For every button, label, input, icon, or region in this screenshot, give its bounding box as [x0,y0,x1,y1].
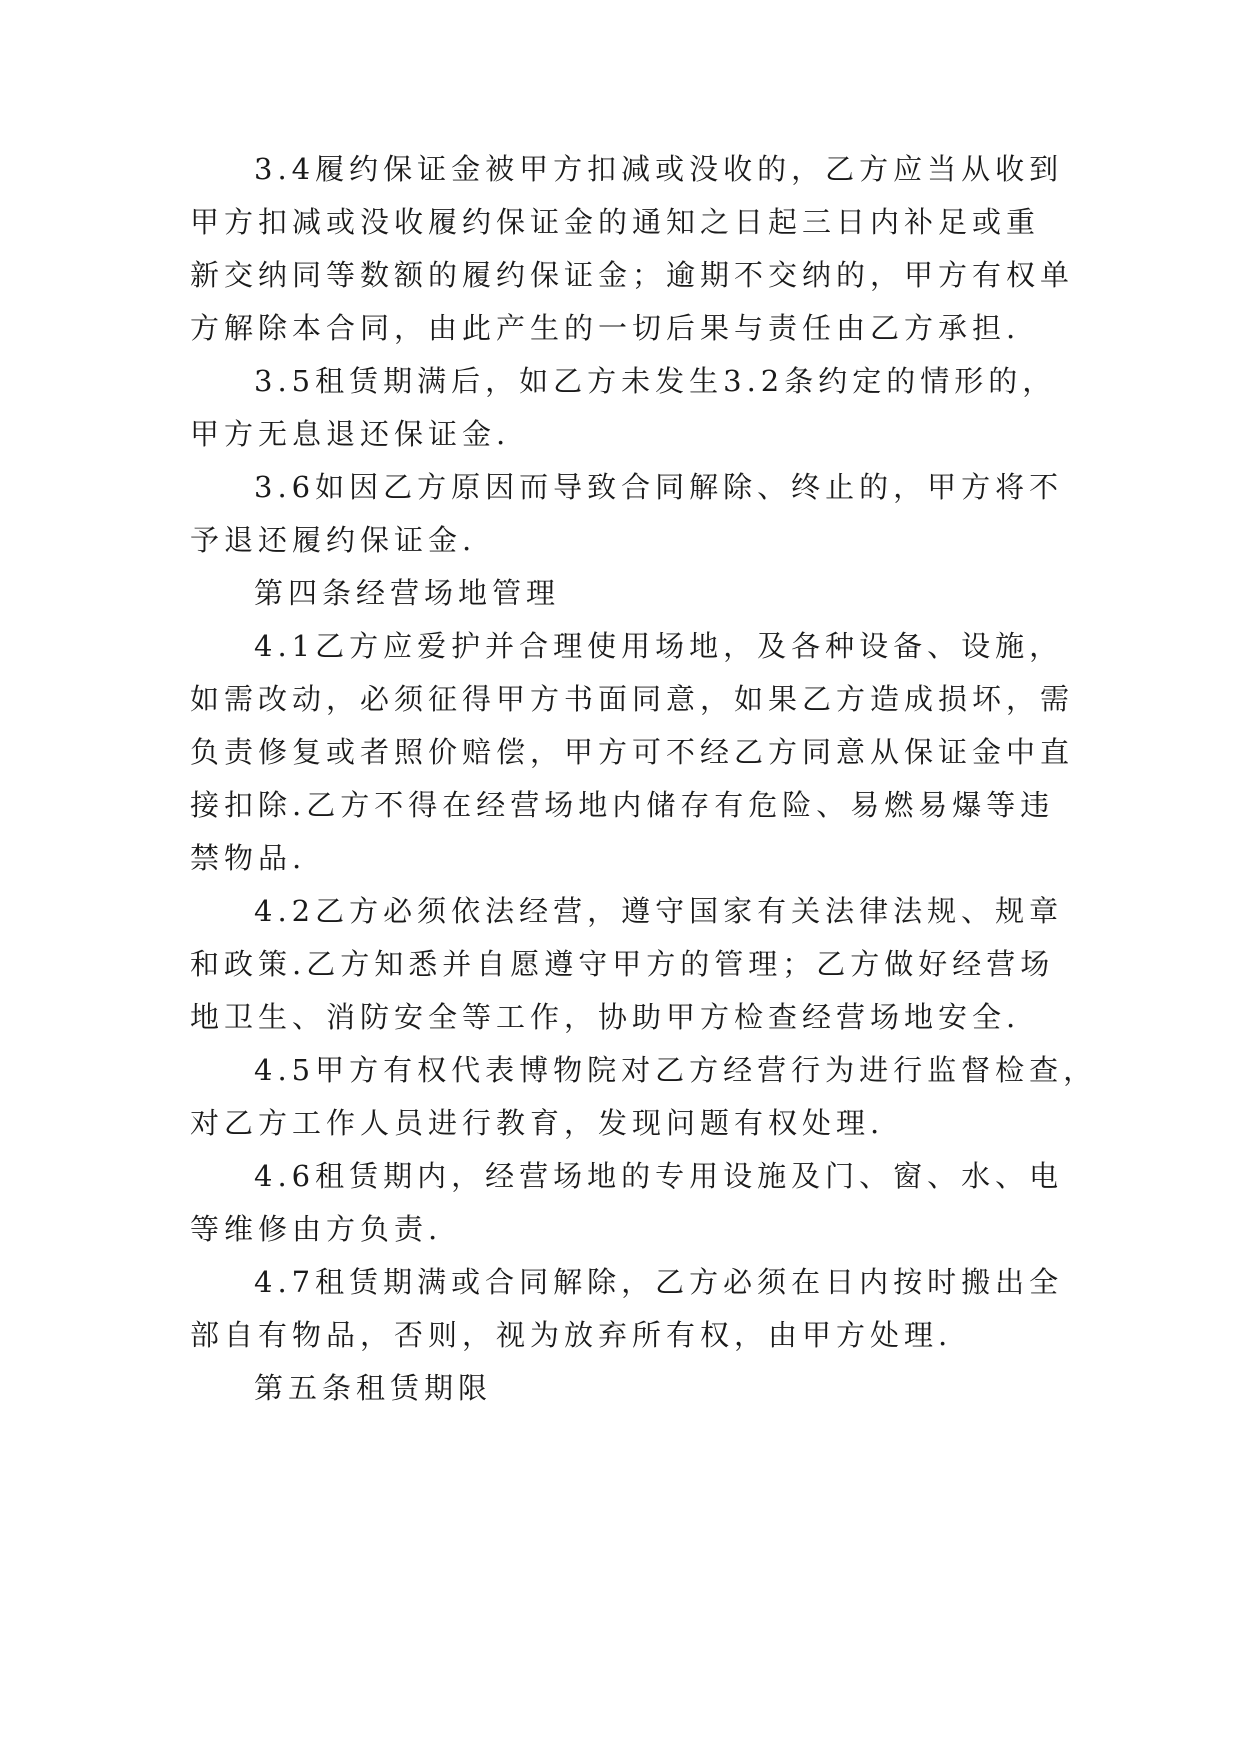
article-4-heading: 第四条经营场地管理 [254,576,561,610]
clause-4-2-line-1: 4.2乙方必须依法经营，遵守国家有关法律法规、规章 [254,894,1064,928]
clause-3-5-line-2: 甲方无息退还保证金. [190,417,511,451]
clause-4-7-line-2: 部自有物品，否则，视为放弃所有权，由甲方处理. [190,1318,953,1352]
clause-4-6-line-1: 4.6租赁期内，经营场地的专用设施及门、窗、水、电 [254,1159,1064,1193]
article-5-heading: 第五条租赁期限 [254,1371,493,1405]
clause-4-2-line-2: 和政策.乙方知悉并自愿遵守甲方的管理；乙方做好经营场 [190,947,1055,981]
clause-4-1-line-2: 如需改动，必须征得甲方书面同意，如果乙方造成损坏，需 [190,682,1075,716]
clause-3-6-line-2: 予退还履约保证金. [190,523,477,557]
clause-4-1-line-4: 接扣除.乙方不得在经营场地内储存有危险、易燃易爆等违 [190,788,1055,822]
clause-4-1-line-3: 负责修复或者照价赔偿，甲方可不经乙方同意从保证金中直 [190,735,1075,769]
clause-3-6-line-1: 3.6如因乙方原因而导致合同解除、终止的，甲方将不 [254,470,1064,504]
clause-3-4-line-1: 3.4履约保证金被甲方扣减或没收的，乙方应当从收到 [254,152,1064,186]
clause-4-2-line-3: 地卫生、消防安全等工作，协助甲方检查经营场地安全. [190,1000,1021,1034]
clause-4-5-line-1: 4.5甲方有权代表博物院对乙方经营行为进行监督检查， [254,1053,1098,1087]
clause-4-5-line-2: 对乙方工作人员进行教育，发现问题有权处理. [190,1106,885,1140]
clause-4-6-line-2: 等维修由方负责. [190,1212,443,1246]
clause-4-7-line-1: 4.7租赁期满或合同解除，乙方必须在日内按时搬出全 [254,1265,1064,1299]
clause-4-1-line-1: 4.1乙方应爱护并合理使用场地，及各种设备、设施， [254,629,1064,663]
clause-3-4-line-3: 新交纳同等数额的履约保证金；逾期不交纳的，甲方有权单 [190,258,1075,292]
clause-3-4-line-4: 方解除本合同，由此产生的一切后果与责任由乙方承担. [190,311,1021,345]
clause-3-4-line-2: 甲方扣减或没收履约保证金的通知之日起三日内补足或重 [190,205,1041,239]
clause-4-1-line-5: 禁物品. [190,841,307,875]
clause-3-5-line-1: 3.5租赁期满后，如乙方未发生3.2条约定的情形的， [254,364,1057,398]
